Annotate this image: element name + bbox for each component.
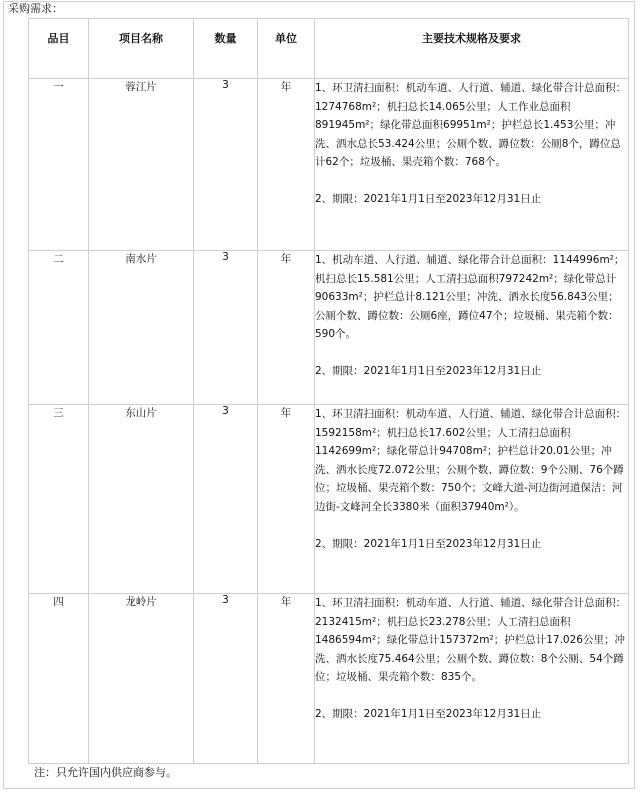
table-header-row — [29, 19, 629, 79]
row-spec-text: 1、环卫清扫面积：机动车道、人行道、辅道、绿化带合计总面积：1274768m²；机扫总长14.065公里；人工作业总面积891945m²；绿化带总面积69951m²；护栏总长1.453公里；冲洗、洒水总长53.424公里；公厕个数、蹲位数：公厕8个，蹲位总计62个；垃圾桶、果壳箱个数：768个。 — [315, 82, 627, 169]
column-header-name: 项目名称 — [89, 19, 194, 79]
table-row — [29, 79, 629, 251]
column-header-unit: 单位 — [258, 19, 315, 79]
procurement-table — [28, 18, 629, 764]
row-project-name: 东山片 — [89, 405, 194, 594]
row-project-name: 蓉江片 — [89, 79, 194, 251]
row-spec-text: 1、机动车道、人行道、辅道、绿化带合计总面积：1144996m²；机扫总长15.581公里；人工清扫总面积797242m²；绿化带总计90633m²；护栏总计8.121公里；冲洗、洒水长度56.843公里；公厕个数、蹲位数：公厕6座，蹲位47个；垃圾桶、果壳箱个数：590个。 — [315, 254, 625, 341]
row-spec-cell — [315, 79, 629, 251]
row-spec-text: 1、环卫清扫面积：机动车道、人行道、辅道、绿化带合计总面积：2132415m²；机扫总长23.278公里；人工清扫总面积1486594m²；绿化带总计157372m²；护栏总计17.026公里；冲洗、洒水长度75.464公里；公厕个数、蹲位数：8个公厕、54个蹲位；垃圾桶、果壳箱个数：835个。 — [315, 597, 627, 684]
table-row — [29, 251, 629, 405]
row-project-name: 龙岭片 — [89, 594, 194, 764]
row-unit: 年 — [258, 79, 315, 251]
row-spec-cell — [315, 594, 629, 764]
row-quantity: 3 — [194, 594, 258, 764]
row-term-text: 2、期限：2021年1月1日至2023年12月31日止 — [315, 707, 542, 720]
row-term-text: 2、期限：2021年1月1日至2023年12月31日止 — [315, 192, 542, 205]
row-spec-text: 1、环卫清扫面积：机动车道、人行道、辅道、绿化带合计总面积：1592158m²；机扫总长17.602公里；人工清扫总面积1142699m²；绿化带总计94708m²；护栏总计20.01公里；冲洗、洒水长度72.072公里；公厕个数、蹲位数：9个公厕、76个蹲位；垃圾桶、果壳箱个数：750个；文峰大道-河边街河道保洁：河边街-文峰河全长3380米（面积37940m²）。 — [315, 408, 627, 513]
table-row — [29, 405, 629, 594]
row-unit: 年 — [258, 405, 315, 594]
row-spec-cell — [315, 405, 629, 594]
row-term-text: 2、期限：2021年1月1日至2023年12月31日止 — [315, 364, 542, 377]
column-header-spec: 主要技术规格及要求 — [315, 19, 629, 79]
row-quantity: 3 — [194, 79, 258, 251]
row-quantity: 3 — [194, 251, 258, 405]
row-index: 一 — [29, 79, 89, 251]
row-term-text: 2、期限：2021年1月1日至2023年12月31日止 — [315, 537, 542, 550]
row-quantity: 3 — [194, 405, 258, 594]
row-unit: 年 — [258, 251, 315, 405]
row-project-name: 南水片 — [89, 251, 194, 405]
row-index: 四 — [29, 594, 89, 764]
row-unit: 年 — [258, 594, 315, 764]
column-header-index: 品目 — [29, 19, 89, 79]
row-index: 二 — [29, 251, 89, 405]
row-index: 三 — [29, 405, 89, 594]
footnote: 注：只允许国内供应商参与。 — [34, 766, 177, 779]
row-spec-cell — [315, 251, 629, 405]
column-header-quantity: 数量 — [194, 19, 258, 79]
table-row — [29, 594, 629, 764]
section-heading: 采购需求： — [8, 2, 63, 15]
